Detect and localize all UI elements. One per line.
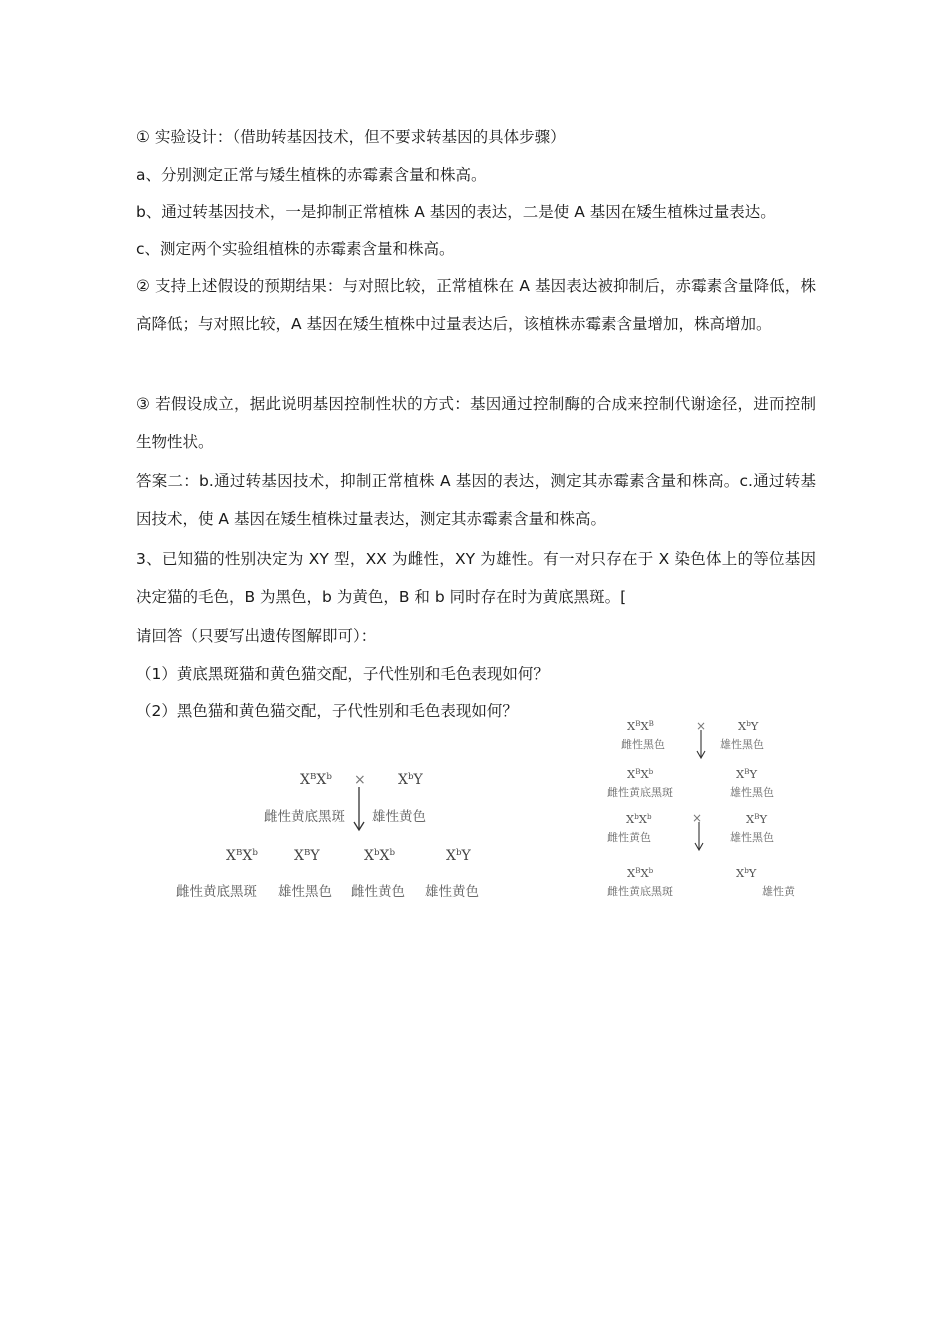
cross-symbol: ×	[354, 772, 366, 788]
paragraph-sub-question-1: （1）黄底黑斑猫和黄色猫交配，子代性别和毛色表现如何？	[136, 665, 549, 683]
paragraph-sub-question-2: （2）黑色猫和黄色猫交配，子代性别和毛色表现如何？	[136, 702, 518, 720]
cross-a-female-phenotype: 雌性黑色	[621, 738, 665, 751]
cross-a-offspring-phenotype: 雌性黄底黑斑	[607, 786, 673, 799]
cross-symbol: ×	[696, 719, 707, 733]
cross-b-male-phenotype: 雄性黑色	[730, 831, 774, 844]
cross-a-female-genotype: $X^BX^B$	[627, 719, 654, 733]
offspring-phenotype: 雄性黑色	[278, 884, 332, 900]
offspring-phenotype: 雄性黄色	[425, 884, 479, 900]
paragraph-gene-control: ③ 若假设成立，据此说明基因控制性状的方式：基因通过控制酶的合成来控制代谢途径，进而控制生物性状。	[136, 395, 816, 451]
paragraph-step-b: b、通过转基因技术，一是抑制正常植株 A 基因的表达，二是使 A 基因在矮生植株过量表达。	[136, 203, 776, 221]
cross-b-offspring-phenotype: 雌性黄底黑斑	[607, 885, 673, 898]
cross-a-offspring-genotype: $X^BX^b$	[627, 767, 654, 781]
cross-b-offspring-genotype: $X^bY$	[736, 866, 757, 880]
parent-male-genotype: $X^bY$	[398, 772, 423, 788]
offspring-genotype: $X^BX^b$	[226, 848, 258, 864]
offspring-phenotype: 雌性黄色	[351, 884, 405, 900]
cross-b-offspring-phenotype: 雄性黄	[762, 885, 795, 898]
paragraph-step-c: c、测定两个实验组植株的赤霉素含量和株高。	[136, 240, 455, 258]
cross-b-female-genotype: $X^bX^b$	[626, 812, 652, 826]
arrow-down-icon	[694, 822, 704, 852]
paragraph-experiment-design: ① 实验设计：（借助转基因技术，但不要求转基因的具体步骤）	[136, 128, 566, 146]
cross-a-male-phenotype: 雄性黑色	[720, 738, 764, 751]
cross-a-offspring-phenotype: 雄性黑色	[730, 786, 774, 799]
offspring-genotype: $X^bY$	[446, 848, 471, 864]
offspring-genotype: $X^bX^b$	[364, 848, 396, 864]
paragraph-step-a: a、分别测定正常与矮生植株的赤霉素含量和株高。	[136, 166, 487, 184]
arrow-down-icon	[353, 787, 365, 833]
offspring-phenotype: 雌性黄底黑斑	[176, 884, 257, 900]
cross-a-male-genotype: $X^bY$	[738, 719, 759, 733]
cross-b-offspring-genotype: $X^BX^b$	[627, 866, 654, 880]
cross-b-male-genotype: $X^BY$	[746, 812, 768, 826]
cross-b-female-phenotype: 雌性黄色	[607, 831, 651, 844]
paragraph-please-answer: 请回答（只要写出遗传图解即可）：	[136, 627, 377, 645]
paragraph-expected-result: ② 支持上述假设的预期结果：与对照比较，正常植株在 A 基因表达被抑制后，赤霉素含量降低，株高降低；与对照比较，A 基因在矮生植株中过量表达后，该植株赤霉素含量增加，株高增加。	[136, 277, 816, 333]
cross-a-offspring-genotype: $X^BY$	[736, 767, 758, 781]
parent-male-phenotype: 雄性黄色	[372, 809, 426, 825]
parent-female-phenotype: 雌性黄底黑斑	[264, 809, 345, 825]
arrow-down-icon	[696, 730, 706, 760]
paragraph-answer-two: 答案二：b.通过转基因技术，抑制正常植株 A 基因的表达，测定其赤霉素含量和株高。c.通过转基因技术，使 A 基因在矮生植株过量表达，测定其赤霉素含量和株高。	[136, 472, 816, 528]
paragraph-question-3: 3、已知猫的性别决定为 XY 型，XX 为雌性，XY 为雄性。有一对只存在于 X 染色体上的等位基因决定猫的毛色，B 为黑色，b 为黄色，B 和 b 同时存在时为黄底黑斑。[	[136, 550, 816, 606]
parent-female-genotype: $X^BX^b$	[300, 772, 332, 788]
offspring-genotype: $X^BY$	[294, 848, 320, 864]
cross-symbol: ×	[692, 811, 703, 825]
